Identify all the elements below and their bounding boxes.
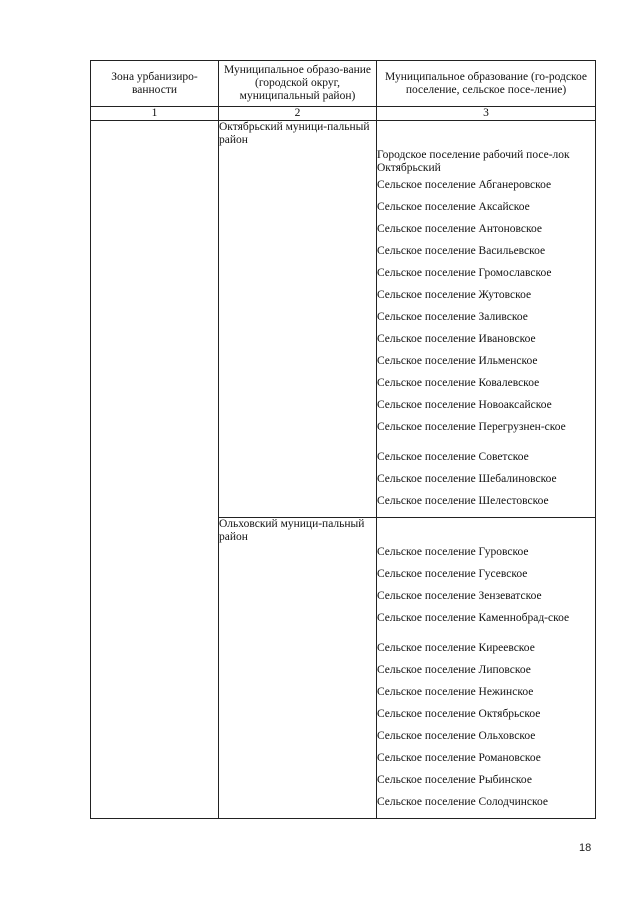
urbanization-zone-cell (91, 121, 219, 819)
list-item: Сельское поселение Шелестовское (377, 495, 549, 507)
list-item: Сельское поселение Киреевское (377, 642, 535, 654)
list-item: Сельское поселение Перегрузнен-ское (377, 421, 566, 433)
list-item: Сельское поселение Октябрьское (377, 708, 541, 720)
page-number: 18 (579, 842, 592, 854)
list-item: Сельское поселение Ковалевское (377, 377, 540, 389)
list-item: Сельское поселение Гуровское (377, 546, 529, 558)
list-item: Сельское поселение Ольховское (377, 730, 536, 742)
list-item: Сельское поселение Васильевское (377, 245, 546, 257)
list-item: Сельское поселение Каменнобрад-ское (377, 612, 570, 624)
list-item: Сельское поселение Рыбинское (377, 774, 532, 786)
column-number: 1 (91, 107, 219, 121)
list-item: Сельское поселение Жутовское (377, 289, 532, 301)
municipal-formations-table (90, 60, 596, 819)
list-item: Сельское поселение Нежинское (377, 686, 534, 698)
list-item: Сельское поселение Шебалиновское (377, 473, 557, 485)
list-item: Сельское поселение Абганеровское (377, 179, 552, 191)
list-item: Сельское поселение Солодчинское (377, 796, 549, 808)
list-item: Сельское поселение Новоаксайское (377, 399, 552, 411)
header-settlement: Муниципальное образование (го-родское поселение, сельское посе-ление) (377, 61, 596, 107)
district-name: Ольховский муници-пальный район (219, 518, 377, 819)
district-name: Октябрьский муници-пальный район (219, 121, 377, 518)
list-item: Сельское поселение Зензеватское (377, 590, 542, 602)
column-number-row (91, 107, 596, 121)
list-item: Городское поселение рабочий посе-лок Октябрьский (377, 149, 570, 174)
list-item: Сельское поселение Липовское (377, 664, 531, 676)
settlement-list (377, 518, 596, 819)
list-item: Сельское поселение Ивановское (377, 333, 536, 345)
settlement-list (377, 121, 596, 518)
list-item: Сельское поселение Советское (377, 451, 529, 463)
column-number: 2 (219, 107, 377, 121)
list-item: Сельское поселение Заливское (377, 311, 528, 323)
list-item: Сельское поселение Гусевское (377, 568, 528, 580)
list-item: Сельское поселение Антоновское (377, 223, 542, 235)
header-municipal-district: Муниципальное образо-вание (городской округ, муниципальный район) (219, 61, 377, 107)
header-urbanization-zone: Зона урбанизиро-ванности (91, 61, 219, 107)
list-item: Сельское поселение Ильменское (377, 355, 538, 367)
list-item: Сельское поселение Аксайское (377, 201, 530, 213)
list-item: Сельское поселение Громославское (377, 267, 552, 279)
table-row (91, 121, 596, 518)
column-number: 3 (377, 107, 596, 121)
header-row (91, 61, 596, 107)
list-item: Сельское поселение Романовское (377, 752, 541, 764)
